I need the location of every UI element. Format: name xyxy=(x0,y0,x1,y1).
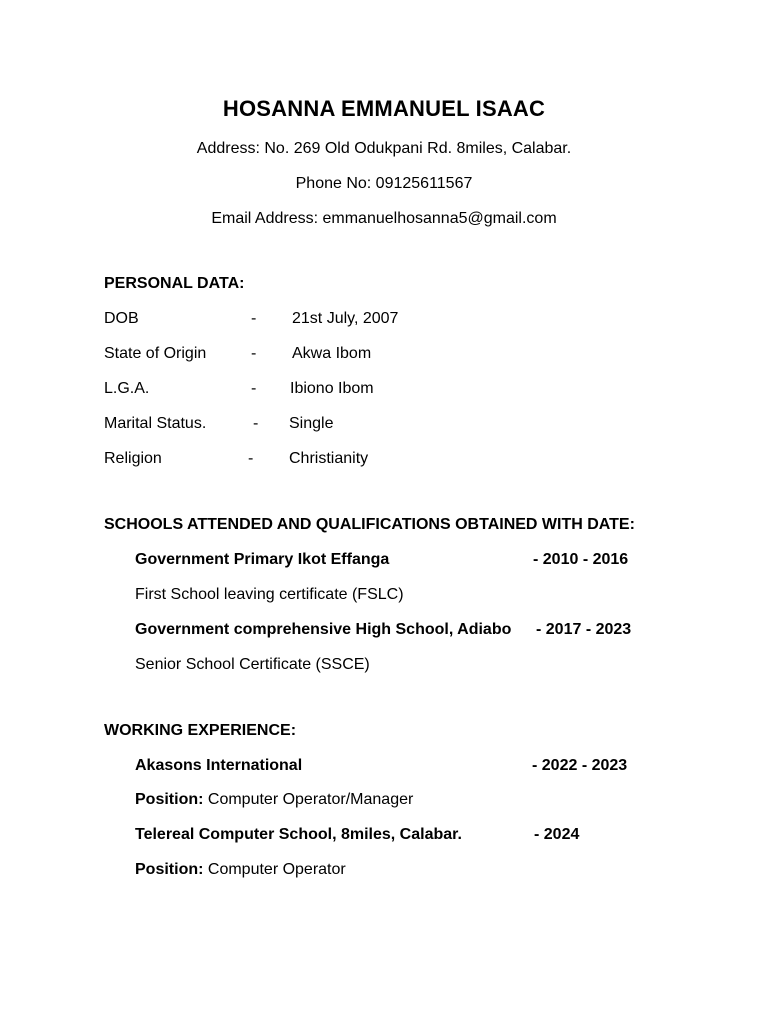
school-date: - 2010 - 2016 xyxy=(533,551,629,568)
religion-label: Religion xyxy=(104,450,162,467)
phone-line: Phone No: 09125611567 xyxy=(295,175,473,192)
state-of-origin-value: Akwa Ibom xyxy=(292,345,372,362)
employment-date: - 2022 - 2023 xyxy=(532,757,628,774)
state-of-origin-dash: - xyxy=(251,345,257,362)
experience-heading: WORKING EXPERIENCE: xyxy=(104,722,297,739)
candidate-name: HOSANNA EMMANUEL ISAAC xyxy=(222,96,546,121)
school-qualification: First School leaving certificate (FSLC) xyxy=(135,586,404,603)
lga-value: Ibiono Ibom xyxy=(290,380,374,397)
marital-status-dash: - xyxy=(253,415,259,432)
lga-dash: - xyxy=(251,380,257,397)
email-line: Email Address: emmanuelhosanna5@gmail.com xyxy=(211,210,557,227)
position-label: Position: xyxy=(135,861,204,878)
address-line: Address: No. 269 Old Odukpani Rd. 8miles, Calabar. xyxy=(196,140,572,157)
position-line xyxy=(135,790,413,810)
position-value: Computer Operator xyxy=(207,861,346,878)
dob-label: DOB xyxy=(104,310,139,327)
employer-name: Akasons International xyxy=(135,757,303,774)
state-of-origin-label: State of Origin xyxy=(104,345,207,362)
religion-value: Christianity xyxy=(289,450,369,467)
school-date: - 2017 - 2023 xyxy=(536,621,632,638)
personal-data-heading: PERSONAL DATA: xyxy=(104,275,245,292)
position-label: Position: xyxy=(135,791,204,808)
schools-heading: SCHOOLS ATTENDED AND QUALIFICATIONS OBTAINED WITH DATE: xyxy=(104,516,635,533)
dob-value: 21st July, 2007 xyxy=(292,310,399,327)
employment-date: - 2024 xyxy=(534,826,580,843)
marital-status-value: Single xyxy=(289,415,334,432)
school-name: Government comprehensive High School, Adiabo xyxy=(135,621,512,638)
school-qualification: Senior School Certificate (SSCE) xyxy=(135,656,370,673)
religion-dash: - xyxy=(248,450,254,467)
marital-status-label: Marital Status. xyxy=(104,415,207,432)
dob-dash: - xyxy=(251,310,257,327)
school-name: Government Primary Ikot Effanga xyxy=(135,551,390,568)
position-value: Computer Operator/Manager xyxy=(207,791,414,808)
employer-name: Telereal Computer School, 8miles, Calabar. xyxy=(135,826,462,843)
lga-label: L.G.A. xyxy=(104,380,150,397)
position-line xyxy=(135,860,346,880)
